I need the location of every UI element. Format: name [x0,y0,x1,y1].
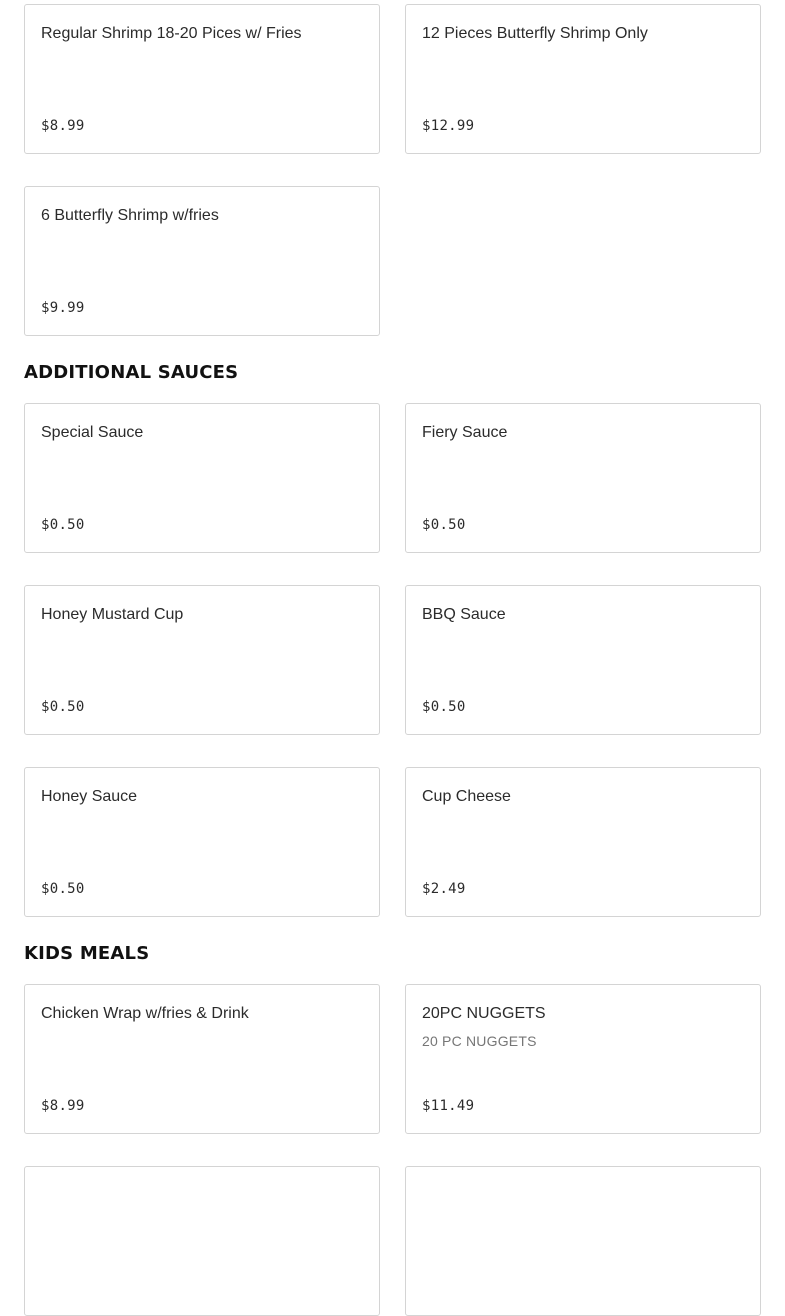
menu-item-card[interactable] [24,984,380,1134]
menu-item-card[interactable] [405,403,761,553]
menu-item-price: $12.99 [422,118,475,134]
menu-item-price: $0.50 [41,699,85,715]
section-title-kids-meals: KIDS MEALS [24,943,150,964]
menu-item-name: Honey Mustard Cup [41,606,184,623]
menu-item-card-partial[interactable] [405,1166,761,1316]
menu-item-name: Chicken Wrap w/fries & Drink [41,1005,249,1022]
menu-item-name: 6 Butterfly Shrimp w/fries [41,207,219,224]
menu-item-card[interactable] [24,585,380,735]
menu-item-card[interactable] [24,403,380,553]
menu-item-description: 20 PC NUGGETS [422,1033,537,1049]
menu-item-card[interactable] [405,984,761,1134]
menu-page [24,4,761,1316]
menu-grid-shrimp [24,4,761,336]
menu-item-name: Fiery Sauce [422,424,508,441]
menu-item-price: $0.50 [422,699,466,715]
menu-item-card[interactable] [24,186,380,336]
menu-item-name: BBQ Sauce [422,606,506,623]
menu-item-price: $8.99 [41,118,85,134]
menu-item-name: 12 Pieces Butterfly Shrimp Only [422,25,648,42]
menu-grid-kids-meals [24,984,761,1316]
menu-item-card[interactable] [24,767,380,917]
menu-item-name: Honey Sauce [41,788,138,805]
menu-item-name: Cup Cheese [422,788,511,805]
menu-item-price: $11.49 [422,1098,475,1114]
section-title-additional-sauces: ADDITIONAL SAUCES [24,362,239,383]
menu-item-name: Regular Shrimp 18-20 Pices w/ Fries [41,25,302,42]
menu-item-price: $0.50 [41,881,85,897]
menu-item-name: Special Sauce [41,424,144,441]
menu-item-price: $2.49 [422,881,466,897]
menu-grid-additional-sauces [24,403,761,917]
menu-item-card[interactable] [405,4,761,154]
menu-item-card-partial[interactable] [24,1166,380,1316]
menu-item-card[interactable] [405,767,761,917]
menu-item-price: $9.99 [41,300,85,316]
menu-item-name: 20PC NUGGETS [422,1005,546,1022]
menu-item-price: $8.99 [41,1098,85,1114]
menu-item-card[interactable] [24,4,380,154]
menu-item-price: $0.50 [41,517,85,533]
menu-item-card[interactable] [405,585,761,735]
menu-item-price: $0.50 [422,517,466,533]
